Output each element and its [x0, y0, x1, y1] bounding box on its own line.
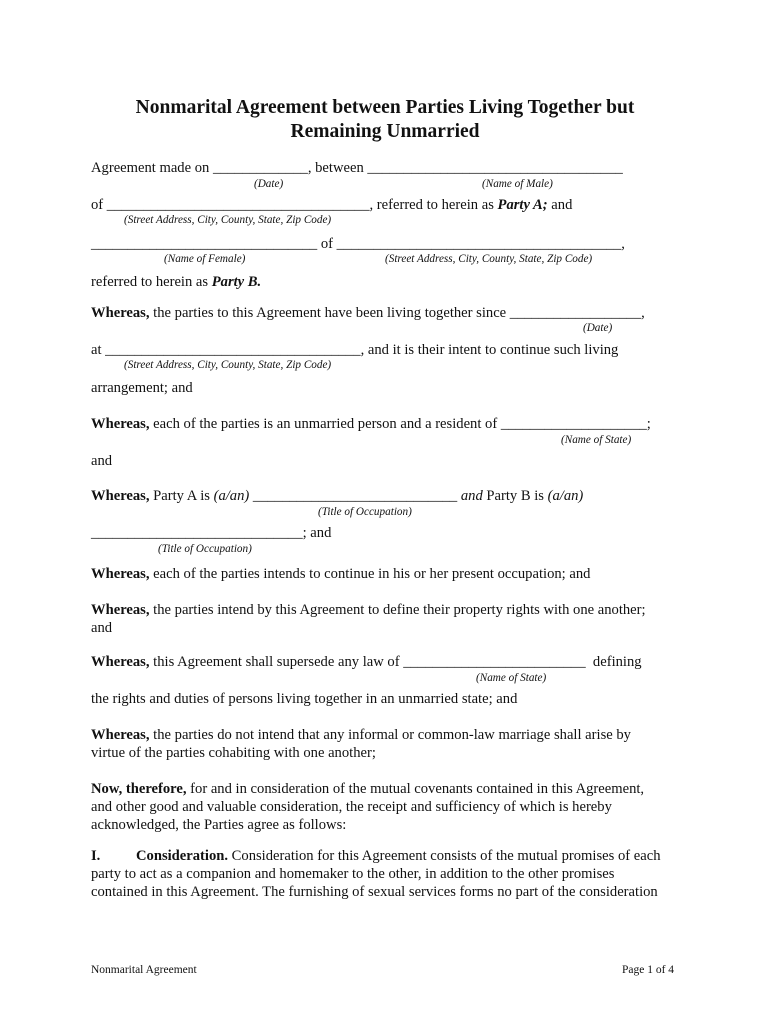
address-caption-2: (Street Address, City, County, State, Zip Code) [385, 253, 593, 265]
whereas-arrangement: arrangement; and [91, 380, 193, 396]
whereas-continue-occupation: Whereas, each of the parties intends to continue in his or her present occupation; and [91, 566, 591, 582]
whereas-resident: Whereas, each of the parties is an unmarried person and a resident of ____________________; [91, 416, 651, 432]
footer-page-number: Page 1 of 4 [622, 964, 675, 976]
state-caption-2: (Name of State) [476, 672, 547, 684]
title-line-1: Nonmarital Agreement between Parties Living Together but [135, 97, 635, 118]
party-b-line: _______________________________ of _______________________________________, [91, 236, 625, 252]
party-a-line: of ____________________________________, referred to herein as Party A; and [91, 197, 573, 213]
now-therefore-paragraph: Now, therefore, for and in consideration of the mutual covenants contained in this Agreement, and other good and valuable consideration, the receipt and sufficiency of which is hereby acknowledged, the Parties agree as follows: [91, 781, 645, 833]
female-name-caption: (Name of Female) [164, 253, 246, 265]
title-line-2: Remaining Unmarried [290, 121, 480, 142]
document-title [60, 96, 710, 144]
whereas-living-together: Whereas, the parties to this Agreement have been living together since __________________, [91, 305, 645, 321]
whereas-occupation: Whereas, Party A is (a/an) ____________________________ and Party B is (a/an) [91, 488, 584, 504]
whereas-supersede-cont: the rights and duties of persons living together in an unmarried state; and [91, 691, 518, 707]
occupation-caption-2: (Title of Occupation) [158, 543, 252, 555]
whereas-occupation-b: _____________________________; and [91, 525, 332, 541]
date-caption: (Date) [254, 178, 284, 190]
address-caption-1: (Street Address, City, County, State, Zip Code) [124, 214, 332, 226]
state-caption-1: (Name of State) [561, 434, 632, 446]
section-heading: Consideration. [136, 848, 229, 864]
agreement-date-line: Agreement made on _____________, between ___________________________________ [91, 160, 623, 176]
whereas-living-location: at ___________________________________, and it is their intent to continue such living [91, 342, 619, 358]
party-b-reference: referred to herein as Party B. [91, 274, 262, 290]
footer-title: Nonmarital Agreement [91, 964, 197, 976]
occupation-caption-1: (Title of Occupation) [318, 506, 412, 518]
whereas-supersede: Whereas, this Agreement shall supersede any law of _________________________ defining [91, 654, 642, 670]
whereas-property-rights: Whereas, the parties intend by this Agreement to define their property rights with one another; and [91, 602, 646, 636]
date-caption-2: (Date) [583, 322, 613, 334]
address-caption-3: (Street Address, City, County, State, Zip Code) [124, 359, 332, 371]
whereas-no-marriage: Whereas, the parties do not intend that any informal or common-law marriage shall arise by virtue of the parties cohabiting with one another; [91, 727, 631, 761]
section-consideration: I. Consideration. Consideration for this Agreement consists of the mutual promises of each party to act as a companion and homemaker to the other, in addition to the other promises contained in this Agreement. The furnishing of sexual services forms no part of the consideration [91, 848, 661, 900]
male-name-caption: (Name of Male) [482, 178, 553, 190]
section-number: I. [91, 848, 101, 864]
whereas-and: and [91, 453, 113, 469]
